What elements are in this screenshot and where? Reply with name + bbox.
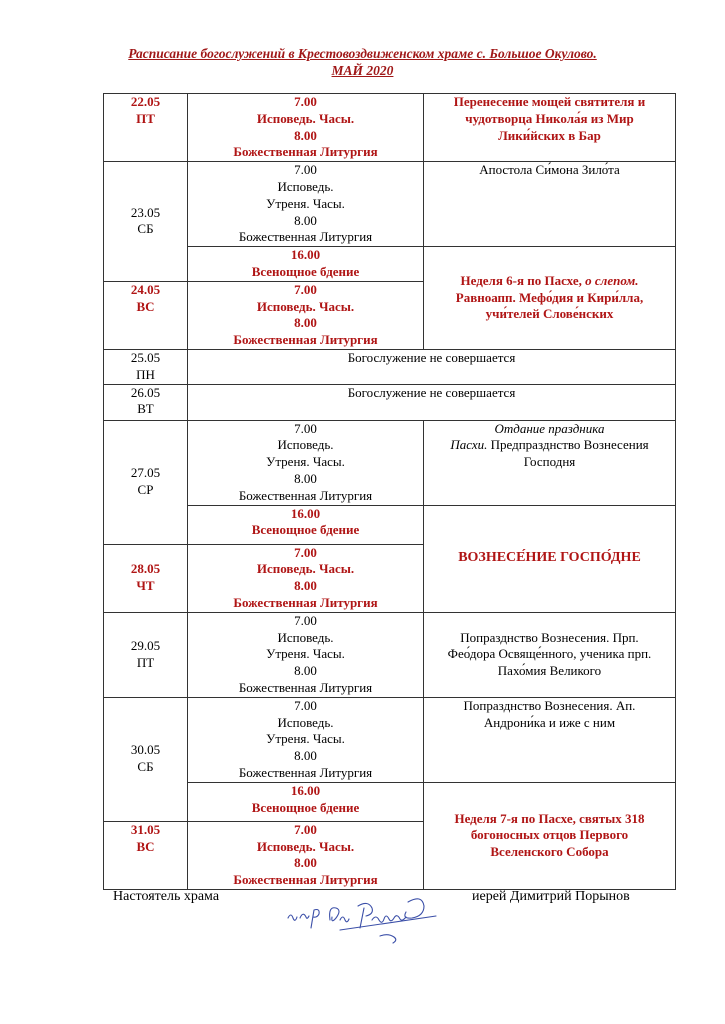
feast-cell: Отдание праздника Пасхи. Предпразднство Вознесения Господня (424, 420, 676, 505)
signature-image (280, 880, 460, 950)
vigil-cell: 16.00 Всенощное бдение (188, 782, 424, 821)
date-cell: 25.05 ПН (104, 349, 188, 384)
no-service-cell: Богослужение не совершается (188, 384, 676, 420)
date-cell: 30.05 СБ (104, 697, 188, 821)
service-cell: 7.00 Исповедь. Утреня. Часы. 8.00 Божественная Литургия (188, 420, 424, 505)
service-cell: 7.00 Исповедь. Часы. 8.00 Божественная Литургия (188, 544, 424, 612)
date-cell: 31.05 ВС (104, 821, 188, 889)
service-cell: 7.00 Исповедь. Утреня. Часы. 8.00 Божественная Литургия (188, 697, 424, 782)
table-row (104, 697, 676, 782)
date-cell: 26.05 ВТ (104, 384, 188, 420)
date-cell: 23.05 СБ (104, 162, 188, 282)
no-service-cell: Богослужение не совершается (188, 349, 676, 384)
table-row (104, 612, 676, 697)
table-row (104, 94, 676, 162)
feast-cell: Неделя 6-я по Пасхе, о слепом. Равноапп. Мефо́дия и Кири́лла, учи́телей Слове́нских (424, 247, 676, 350)
date-cell: 28.05 ЧТ (104, 544, 188, 612)
feast-cell: Попразднство Вознесения. Прп. Фео́дора Освяще́нного, ученика прп. Пахо́мия Великого (424, 612, 676, 697)
service-cell: 7.00 Исповедь. Часы. 8.00 Божественная Литургия (188, 281, 424, 349)
table-row (104, 384, 676, 420)
date-cell: 29.05 ПТ (104, 612, 188, 697)
title-line-1: Расписание богослужений в Крестовоздвиженском храме с. Большое Окулово. (128, 46, 597, 61)
table-row (104, 162, 676, 247)
vigil-cell: 16.00 Всенощное бдение (188, 247, 424, 282)
table-row (104, 420, 676, 505)
service-cell: 7.00 Исповедь. Часы. 8.00 Божественная Литургия (188, 821, 424, 889)
feast-cell: Неделя 7-я по Пасхе, святых 318 богоносных отцов Первого Вселенского Собора (424, 782, 676, 889)
date-cell: 27.05 СР (104, 420, 188, 544)
feast-cell: Попразднство Вознесения. Ап. Андрони́ка и иже с ним (424, 697, 676, 782)
schedule-table (103, 93, 676, 890)
footer-priest-name: иерей Димитрий Порынов (472, 889, 630, 904)
vigil-cell: 16.00 Всенощное бдение (188, 505, 424, 544)
page-title (0, 45, 725, 79)
feast-cell: ВОЗНЕСЕ́НИЕ ГОСПО́ДНЕ (424, 505, 676, 612)
table-row (104, 349, 676, 384)
service-cell: 7.00 Исповедь. Утреня. Часы. 8.00 Божественная Литургия (188, 162, 424, 247)
title-line-2: МАЙ 2020 (331, 63, 394, 78)
date-cell: 24.05 ВС (104, 281, 188, 349)
feast-cell: Перенесение мощей святителя и чудотворца Никола́я из Мир Лики́йских в Бар (424, 94, 676, 162)
footer-rector-label: Настоятель храма (113, 889, 220, 904)
table-row (104, 782, 676, 821)
date-cell: 22.05 ПТ (104, 94, 188, 162)
table-row (104, 247, 676, 282)
service-cell: 7.00 Исповедь. Часы. 8.00 Божественная Литургия (188, 94, 424, 162)
feast-cell: Апостола Си́мона Зило́та (424, 162, 676, 247)
table-row (104, 505, 676, 544)
service-cell: 7.00 Исповедь. Утреня. Часы. 8.00 Божественная Литургия (188, 612, 424, 697)
